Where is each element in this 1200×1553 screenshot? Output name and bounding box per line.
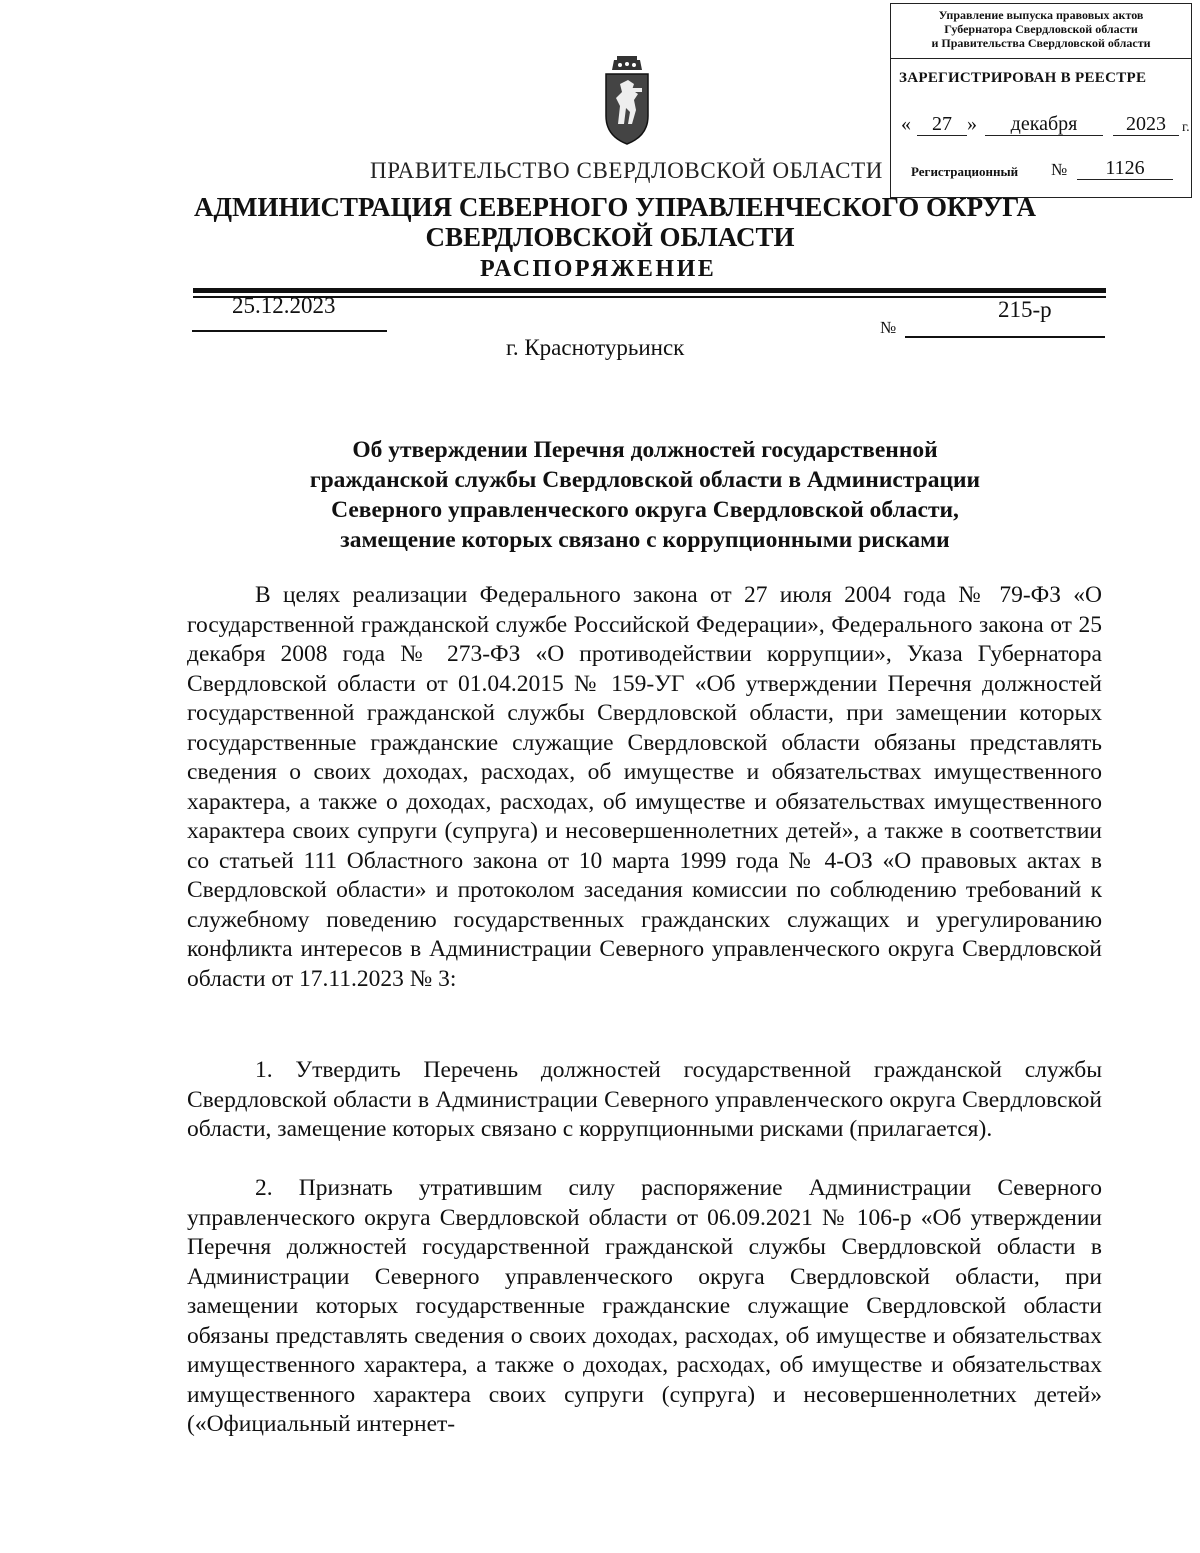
stamp-header xyxy=(891,4,1191,59)
document-title xyxy=(200,435,1090,555)
government-title: ПРАВИТЕЛЬСТВО СВЕРДЛОВСКОЙ ОБЛАСТИ xyxy=(370,158,883,183)
stamp-date xyxy=(899,110,1189,136)
stamp-reg-label: Регистрационный xyxy=(911,164,1019,179)
document-city: г. Краснотурьинск xyxy=(506,335,685,360)
item-1-paragraph: 1. Утвердить Перечень должностей государственной гражданской службы Свердловской области в Администрации Северного управленческого округа Свердловской области, замещение которых связано с коррупционными рисками (прилагается). xyxy=(187,1057,1102,1142)
title-line: гражданской службы Свердловской области в Администрации xyxy=(309,467,981,493)
administration-region: СВЕРДЛОВСКОЙ ОБЛАСТИ xyxy=(425,222,795,252)
stamp-header-line: Управление выпуска правовых актов xyxy=(938,8,1144,22)
item-2-paragraph: 2. Признать утратившим силу распоряжение Администрации Северного управленческого округа Свердловской области от 06.09.2021 № 106-р «Об утверждении Перечня должностей государственной гражданской службы Свердловской области в Администрации Северного управленческого округа Свердловской области, при замещении которых государственные гражданские служащие Свердловской области обязаны представлять сведения о своих доходах, расходах, об имуществе и обязательствах имущественного характера, а также о доходах, расходах, об имуществе и обязательствах имущественного характера своих супруги (супруга) и несовершеннолетних детей» («Официальный интернет- xyxy=(187,1175,1102,1437)
administration-title: АДМИНИСТРАЦИЯ СЕВЕРНОГО УПРАВЛЕНЧЕСКОГО ОКРУГА xyxy=(193,192,1037,222)
number-underline xyxy=(905,336,1105,338)
stamp-day: 27 xyxy=(917,113,967,136)
title-line: Северного управленческого округа Свердловской области, xyxy=(331,497,959,523)
stamp-year: 2023 xyxy=(1113,113,1179,136)
stamp-reg-number xyxy=(911,156,1181,182)
stamp-header-line: Губернатора Свердловской области xyxy=(944,22,1138,36)
stamp-registered-label: ЗАРЕГИСТРИРОВАН В РЕЕСТРЕ xyxy=(899,70,1147,86)
stamp-close-quote: » xyxy=(967,113,977,135)
coat-of-arms-icon xyxy=(600,54,654,146)
number-sign: № xyxy=(880,318,897,337)
stamp-open-quote: « xyxy=(901,113,911,135)
stamp-year-suffix: г. xyxy=(1182,120,1190,135)
preamble-paragraph: В целях реализации Федерального закона от 27 июля 2004 года № 79-ФЗ «О государственной гражданской службе Российской Федерации», Федерального закона от 25 декабря 2008 года № 273-ФЗ «О противодействии коррупции», Указа Губернатора Свердловской области от 01.04.2015 № 159-УГ «Об утверждении Перечня должностей государственной гражданской службы Свердловской области, при замещении которых государственные гражданские служащие Свердловской области обязаны представлять сведения о своих доходах, расходах, об имуществе и обязательствах имущественного характера, а также о доходах, расходах, об имуществе и обязательствах имущественного характера своих супруги (супруга) и несовершеннолетних детей», а также в соответствии со статьей 111 Областного закона от 10 марта 1999 года № 4-ОЗ «О правовых актах в Свердловской области» и протоколом заседания комиссии по соблюдению требований к служебному поведению государственных гражданских служащих и урегулированию конфликта интересов в Администрации Северного управленческого округа Свердловской области от 17.11.2023 № 3: xyxy=(187,582,1102,992)
registration-stamp xyxy=(890,3,1192,198)
title-line: Об утверждении Перечня должностей государственной xyxy=(352,437,938,463)
document-type: РАСПОРЯЖЕНИЕ xyxy=(480,256,717,282)
date-underline xyxy=(192,330,387,332)
stamp-reg-number-value: 1126 xyxy=(1077,157,1173,180)
document-date: 25.12.2023 xyxy=(232,293,336,318)
title-line: замещение которых связано с коррупционными рисками xyxy=(340,527,950,553)
stamp-header-line: и Правительства Свердловской области xyxy=(931,36,1151,50)
stamp-month: декабря xyxy=(985,113,1103,136)
document-number: 215-р xyxy=(998,297,1052,322)
stamp-reg-sign: № xyxy=(1051,160,1068,179)
